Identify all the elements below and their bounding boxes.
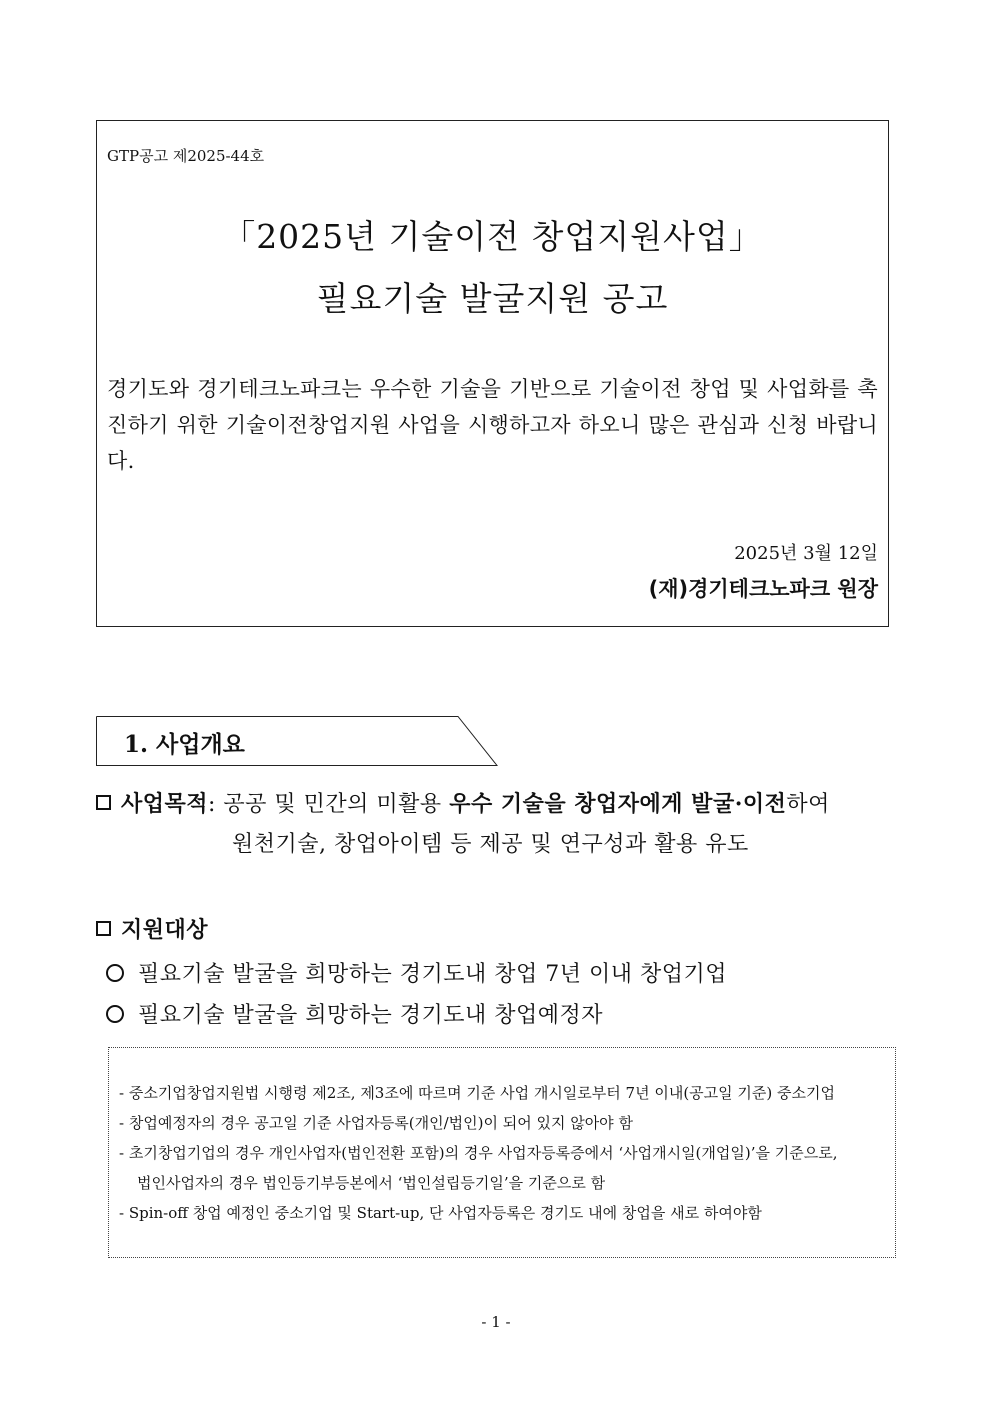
note-item: - 창업예정자의 경우 공고일 기준 사업자등록(개인/법인)이 되어 있지 않아야 함 [119, 1114, 633, 1132]
purpose-text-after: 하여 [786, 792, 830, 817]
notice-title-line1: 「2025년 기술이전 창업지원사업」 [222, 217, 763, 256]
purpose-text-bold: 우수 기술을 창업자에게 발굴·이전 [449, 791, 787, 817]
section-header [96, 716, 498, 766]
notes-box [108, 1047, 896, 1258]
purpose-label: 사업목적 [121, 791, 209, 817]
notice-box [96, 120, 889, 627]
square-bullet-icon [96, 921, 111, 936]
target-item [106, 957, 727, 988]
note-item: 법인사업자의 경우 법인등기부등본에서 ‘법인설립등기일’을 기준으로 함 [137, 1174, 606, 1192]
target-heading [96, 913, 208, 944]
target-label: 지원대상 [121, 917, 209, 943]
notice-date: 2025년 3월 12일 [734, 543, 878, 564]
target-item-text: 필요기술 발굴을 희망하는 경기도내 창업예정자 [138, 1003, 604, 1028]
square-bullet-icon [96, 795, 111, 810]
note-item: - 중소기업창업지원법 시행령 제2조, 제3조에 따르며 기준 사업 개시일로부터 7년 이내(공고일 기준) 중소기업 [119, 1084, 835, 1102]
notice-title-line2: 필요기술 발굴지원 공고 [316, 279, 669, 318]
circle-bullet-icon [106, 964, 124, 982]
purpose-line2: 원천기술, 창업아이템 등 제공 및 연구성과 활용 유도 [232, 832, 749, 857]
notice-body: 경기도와 경기테크노파크는 우수한 기술을 기반으로 기술이전 창업 및 사업화를 촉진하기 위한 기술이전창업지원 사업을 시행하고자 하오니 많은 관심과 신청 바랍니다. [107, 377, 878, 473]
note-item: - Spin-off 창업 예정인 중소기업 및 Start-up, 단 사업자등록은 경기도 내에 창업을 새로 하여야함 [119, 1204, 762, 1222]
section-title: 1. 사업개요 [124, 731, 245, 758]
page-number: - 1 - [481, 1313, 511, 1331]
purpose-text-before: 공공 및 민간의 미활용 [215, 792, 450, 817]
target-item [106, 998, 603, 1029]
target-item-text: 필요기술 발굴을 희망하는 경기도내 창업 7년 이내 창업기업 [138, 962, 727, 987]
notice-number: GTP공고 제2025-44호 [107, 147, 265, 165]
circle-bullet-icon [106, 1005, 124, 1023]
notice-issuer: (재)경기테크노파크 원장 [648, 577, 878, 601]
purpose-colon: : [208, 792, 216, 817]
purpose-line [96, 787, 830, 818]
note-item: - 초기창업기업의 경우 개인사업자(법인전환 포함)의 경우 사업자등록증에서 ‘사업개시일(개업일)’을 기준으로, [119, 1144, 838, 1162]
